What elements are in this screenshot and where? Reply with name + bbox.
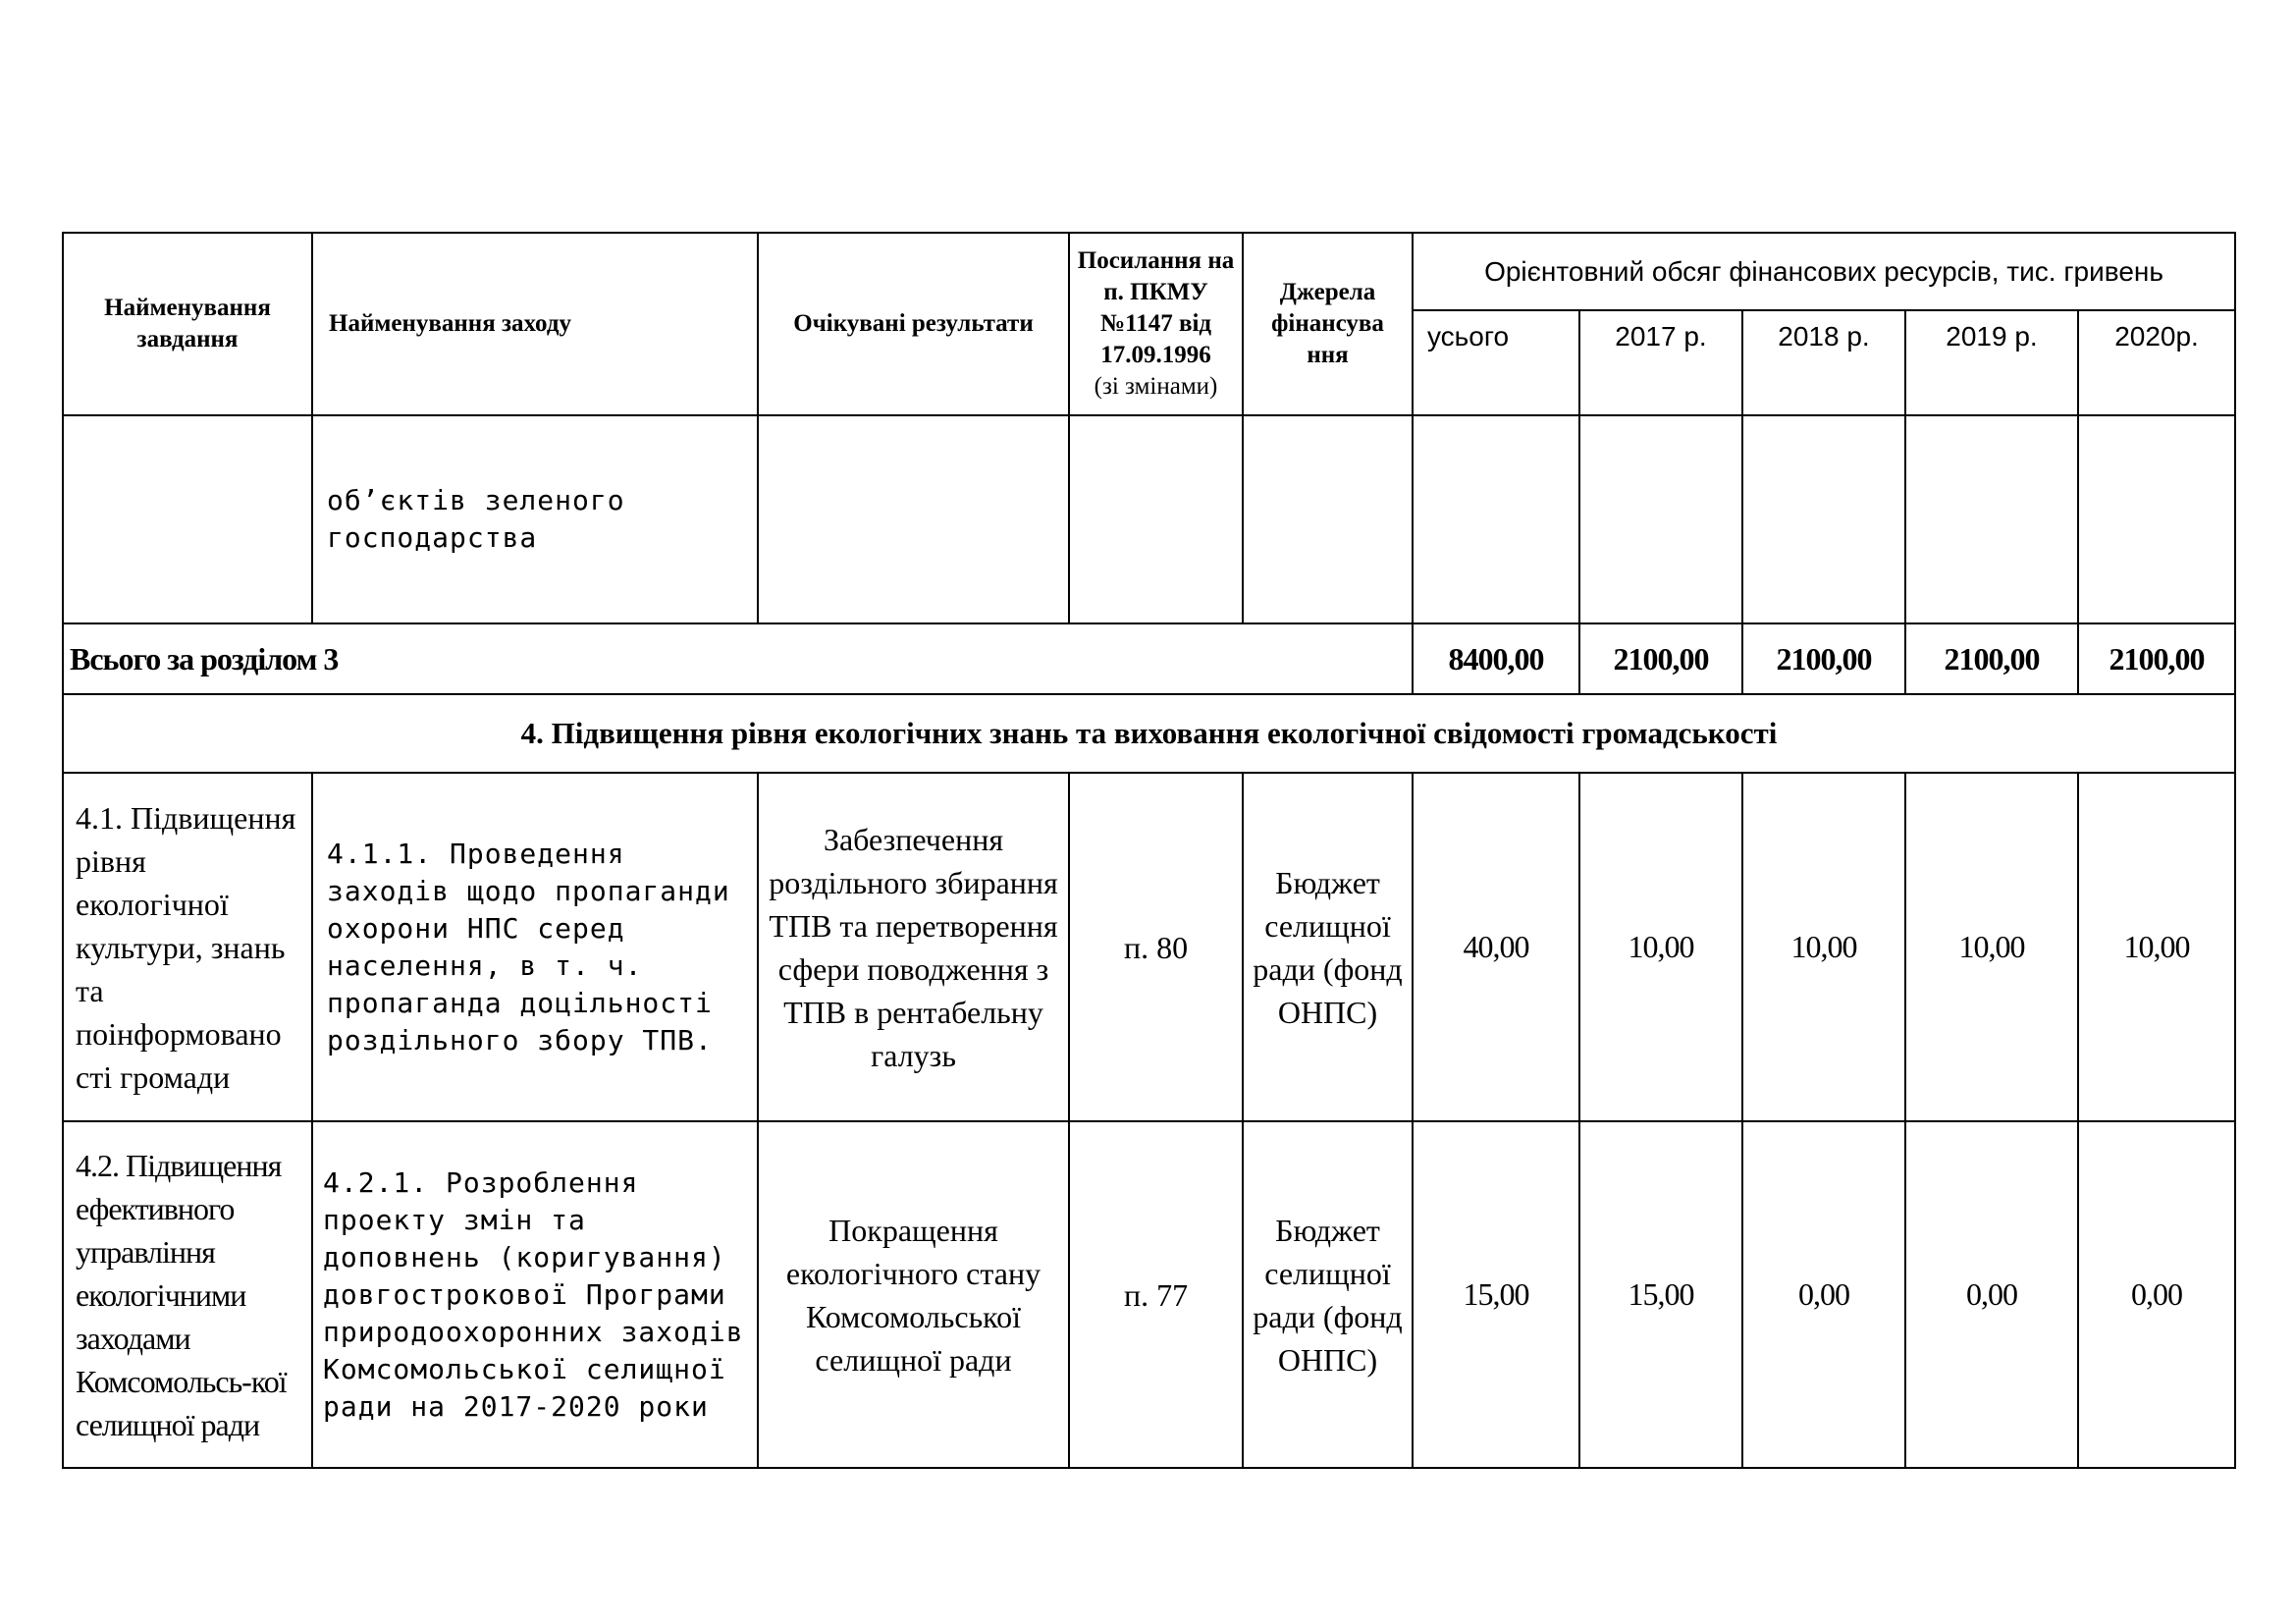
continuation-value-cell (1413, 415, 1579, 623)
value-cell: 15,00 (1413, 1121, 1579, 1468)
section-title: 4. Підвищення рівня екологічних знань та виховання екологічної свідомості громадськості (63, 694, 2235, 773)
header-expected-results: Очікувані результати (758, 233, 1069, 415)
value-cell: 0,00 (1742, 1121, 1905, 1468)
table-row (63, 1121, 2235, 1468)
task-cell: 4.2. Підвищення ефективного управління екологічними заходами Комсомольсь-кої селищної ради (63, 1121, 312, 1468)
section-row (63, 694, 2235, 773)
reference-cell: п. 80 (1069, 773, 1243, 1121)
continuation-value-cell (2078, 415, 2235, 623)
measure-cell: 4.1.1. Проведення заходів щодо пропаганди охорони НПС серед населення, в т. ч. пропаганда доцільності роздільного збору ТПВ. (312, 773, 758, 1121)
continuation-result-cell (758, 415, 1069, 623)
continuation-reference-cell (1069, 415, 1243, 623)
value-cell: 15,00 (1579, 1121, 1742, 1468)
value-cell: 10,00 (1579, 773, 1742, 1121)
value-cell: 10,00 (2078, 773, 2235, 1121)
result-cell: Забезпечення роздільного збирання ТПВ та перетворення сфери поводження з ТПВ в рентабельну галузь (758, 773, 1069, 1121)
measure-cell: 4.2.1. Розроблення проекту змін та доповнень (коригування) довгострокової Програми природоохоронних заходів Комсомольської селищної ради на 2017-2020 роки (312, 1121, 758, 1468)
total-label: Всього за розділом 3 (63, 623, 1413, 694)
header-year-2017: 2017 р. (1579, 310, 1742, 415)
continuation-value-cell (1905, 415, 2078, 623)
continuation-source-cell (1243, 415, 1413, 623)
source-cell: Бюджет селищної ради (фонд ОНПС) (1243, 773, 1413, 1121)
task-cell: 4.1. Підвищення рівня екологічної культури, знань та поінформовано сті громади (63, 773, 312, 1121)
header-year-2020: 2020р. (2078, 310, 2235, 415)
header-row (63, 233, 2235, 310)
header-task-name: Найменування завдання (63, 233, 312, 415)
header-measure-name: Найменування заходу (312, 233, 758, 415)
header-funding-sources: Джерела фінансува ння (1243, 233, 1413, 415)
continuation-task-cell (63, 415, 312, 623)
header-year-2019: 2019 р. (1905, 310, 2078, 415)
result-cell: Покращення екологічного стану Комсомольської селищної ради (758, 1121, 1069, 1468)
continuation-row (63, 415, 2235, 623)
total-value: 8400,00 (1413, 623, 1579, 694)
total-value: 2100,00 (1742, 623, 1905, 694)
header-reference-note: (зі змінами) (1094, 373, 1218, 400)
header-volume-title: Орієнтовний обсяг фінансових ресурсів, тис. гривень (1413, 233, 2235, 310)
financing-table (62, 232, 2236, 1469)
reference-cell: п. 77 (1069, 1121, 1243, 1468)
total-row (63, 623, 2235, 694)
total-value: 2100,00 (1579, 623, 1742, 694)
source-cell: Бюджет селищної ради (фонд ОНПС) (1243, 1121, 1413, 1468)
value-cell: 40,00 (1413, 773, 1579, 1121)
total-value: 2100,00 (1905, 623, 2078, 694)
header-reference-main: Посилання на п. ПКМУ №1147 від 17.09.1996 (1077, 247, 1235, 368)
continuation-value-cell (1742, 415, 1905, 623)
header-year-2018: 2018 р. (1742, 310, 1905, 415)
continuation-measure: об’єктів зеленого господарства (312, 415, 758, 623)
header-reference (1069, 233, 1243, 415)
value-cell: 10,00 (1742, 773, 1905, 1121)
total-value: 2100,00 (2078, 623, 2235, 694)
table-row (63, 773, 2235, 1121)
value-cell: 10,00 (1905, 773, 2078, 1121)
value-cell: 0,00 (1905, 1121, 2078, 1468)
header-year-total: усього (1413, 310, 1579, 415)
continuation-value-cell (1579, 415, 1742, 623)
value-cell: 0,00 (2078, 1121, 2235, 1468)
